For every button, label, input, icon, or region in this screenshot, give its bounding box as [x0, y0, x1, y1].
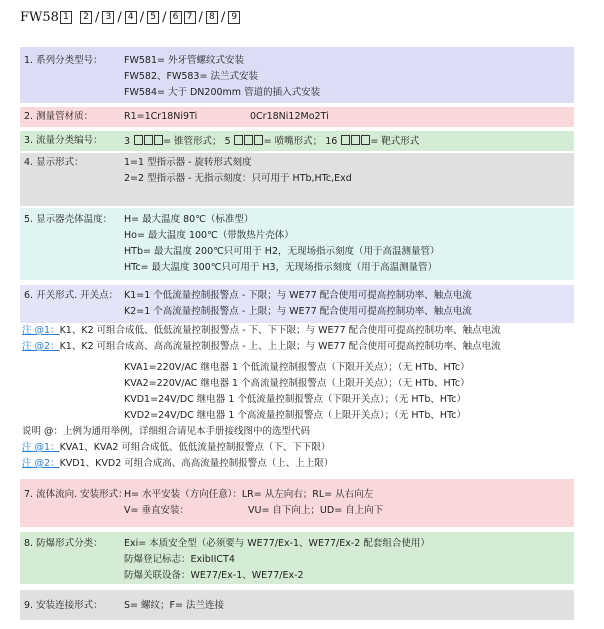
housing-temp-line-2: Ho= 最大温度 100℃（带散热片壳体） — [124, 230, 294, 241]
explosion-line-1: Exi= 本质安全型（必须要与 WE77/Ex-1、WE77/Ex-2 配套组合使用） — [124, 538, 430, 549]
note-3-link[interactable]: 注 @1： — [22, 442, 60, 453]
flow-class-p3-text: = 靶式形式 — [370, 136, 420, 147]
material-b: 0Cr18Ni12Mo2Ti — [250, 111, 329, 122]
model-code-title: FW58 1 2 / 3 / 4 / 5 / 6 7 / 8 / 9 — [20, 10, 241, 25]
note-4-text: KVD1、KVD2 可组合成高、高高流量控制报警点（上、上上限） — [59, 458, 334, 469]
series-line-3: FW584= 大于 DN200mm 管道的插入式安装 — [124, 87, 321, 98]
explosion-line-3: 防爆关联设备：WE77/Ex-1、WE77/Ex-2 — [124, 570, 304, 581]
switch-line-2: K2=1 个高流量控制报警点 - 上限；与 WE77 配合使用可提高控制功率、触点电流 — [124, 306, 472, 317]
switch-line-1: K1=1 个低流量控制报警点 - 下限；与 WE77 配合使用可提高控制功率、触点电流 — [124, 290, 472, 301]
note-2-text: K1、K2 可组合成高、高高流量控制报警点 - 上、上上限；与 WE77 配合使用可提高控制功率、触点电流 — [59, 341, 501, 352]
flow-direction-label: 7. 流体流向. 安装形式： — [24, 489, 128, 500]
flow-class-p3: 16 — [325, 136, 338, 147]
explosion-label: 8. 防爆形式分类： — [24, 538, 103, 549]
display-label: 4. 显示形式： — [24, 157, 84, 168]
flow-class-p1-text: = 锥管形式； — [163, 136, 222, 147]
explosion-line-2: 防爆登记标志：ExibIICT4 — [124, 554, 235, 565]
switch-note-3 — [22, 442, 330, 454]
code-box-6: 6 — [170, 11, 182, 24]
housing-temp-line-1: H= 最大温度 80℃（标准型） — [124, 214, 254, 225]
flow-class-p2-text: = 喷嘴形式； — [263, 136, 323, 147]
flow-class-label: 3. 流量分类编号： — [24, 135, 103, 146]
connection-label: 9. 安装连接形式： — [24, 600, 103, 611]
note-4-link[interactable]: 注 @2： — [22, 458, 60, 469]
note-3-text: KVA1、KVA2 可组合成低、低低流量控制报警点（下、下下限） — [59, 442, 331, 453]
series-line-2: FW582、FW583= 法兰式安装 — [124, 71, 258, 82]
display-line-2: 2=2 型指示器 - 无指示刻度：只可用于 HTb,HTc,Exd — [124, 173, 352, 184]
code-box-4: 4 — [125, 11, 137, 24]
code-box-8: 8 — [206, 11, 218, 24]
flow-direction-line-2b: VU= 自下向上；UD= 自上向下 — [248, 505, 384, 516]
note-1-text: K1、K2 可组合成低、低低流量控制报警点 - 下、下下限；与 WE77 配合使用可提高控制功率、触点电流 — [59, 325, 501, 336]
code-box-9: 9 — [228, 11, 240, 24]
kva-line-1: KVA1=220V/AC 继电器 1 个低流量控制报警点（下限开关点）；（无 HTb、HTc） — [124, 362, 470, 373]
section-connection-bg — [20, 590, 574, 620]
section-flow-direction-bg — [20, 479, 574, 527]
material-label: 2. 测量管材质： — [24, 111, 94, 122]
code-box-2: 2 — [80, 11, 92, 24]
kva-line-2: KVA2=220V/AC 继电器 1 个高流量控制报警点（上限开关点）；（无 HTb、HTc） — [124, 378, 470, 389]
code-box-3: 3 — [102, 11, 114, 24]
flow-direction-line-2a: V= 垂直安装： — [124, 505, 189, 516]
flow-class-p1: 3 — [124, 136, 131, 147]
material-a: R1=1Cr18Ni9Ti — [124, 111, 198, 122]
housing-temp-label: 5. 显示器壳体温度： — [24, 214, 113, 225]
flow-direction-line-1: H= 水平安装（方向任意）：LR= 从左向右；RL= 从右向左 — [124, 489, 374, 500]
connection-value: S= 螺纹；F= 法兰连接 — [124, 600, 224, 611]
switch-note-4 — [22, 458, 333, 470]
code-box-1: 1 — [60, 11, 72, 24]
series-line-1: FW581= 外牙管螺纹式安装 — [124, 55, 244, 66]
code-box-7: 7 — [184, 11, 196, 24]
switch-explain: 说明 @：上例为通用举例，详细组合请见本手册接线图中的选型代码 — [22, 426, 311, 437]
flow-class-p2: 5 — [224, 136, 231, 147]
kva-line-4: KVD2=24V/DC 继电器 1 个高流量控制报警点（上限开关点）；（无 HTb、HTc） — [124, 410, 466, 421]
housing-temp-line-4: HTc= 最大温度 300℃只可用于 H3，无现场指示刻度（用于高温测量管） — [124, 262, 438, 273]
note-2-link[interactable]: 注 @2： — [22, 341, 60, 352]
series-label: 1. 系列分类型号： — [24, 55, 103, 66]
housing-temp-line-3: HTb= 最大温度 200℃只可用于 H2，无现场指示刻度（用于高温测量管） — [124, 246, 440, 257]
flow-class-line — [124, 135, 419, 148]
switch-note-2 — [22, 341, 501, 353]
switch-note-1 — [22, 325, 501, 337]
display-line-1: 1=1 型指示器 - 旋转形式刻度 — [124, 157, 252, 168]
kva-line-3: KVD1=24V/DC 继电器 1 个低流量控制报警点（下限开关点）；（无 HTb、HTc） — [124, 394, 466, 405]
switch-label: 6. 开关形式. 开关点： — [24, 290, 119, 301]
note-1-link[interactable]: 注 @1： — [22, 325, 60, 336]
model-prefix: FW58 — [20, 10, 59, 25]
code-box-5: 5 — [147, 11, 159, 24]
